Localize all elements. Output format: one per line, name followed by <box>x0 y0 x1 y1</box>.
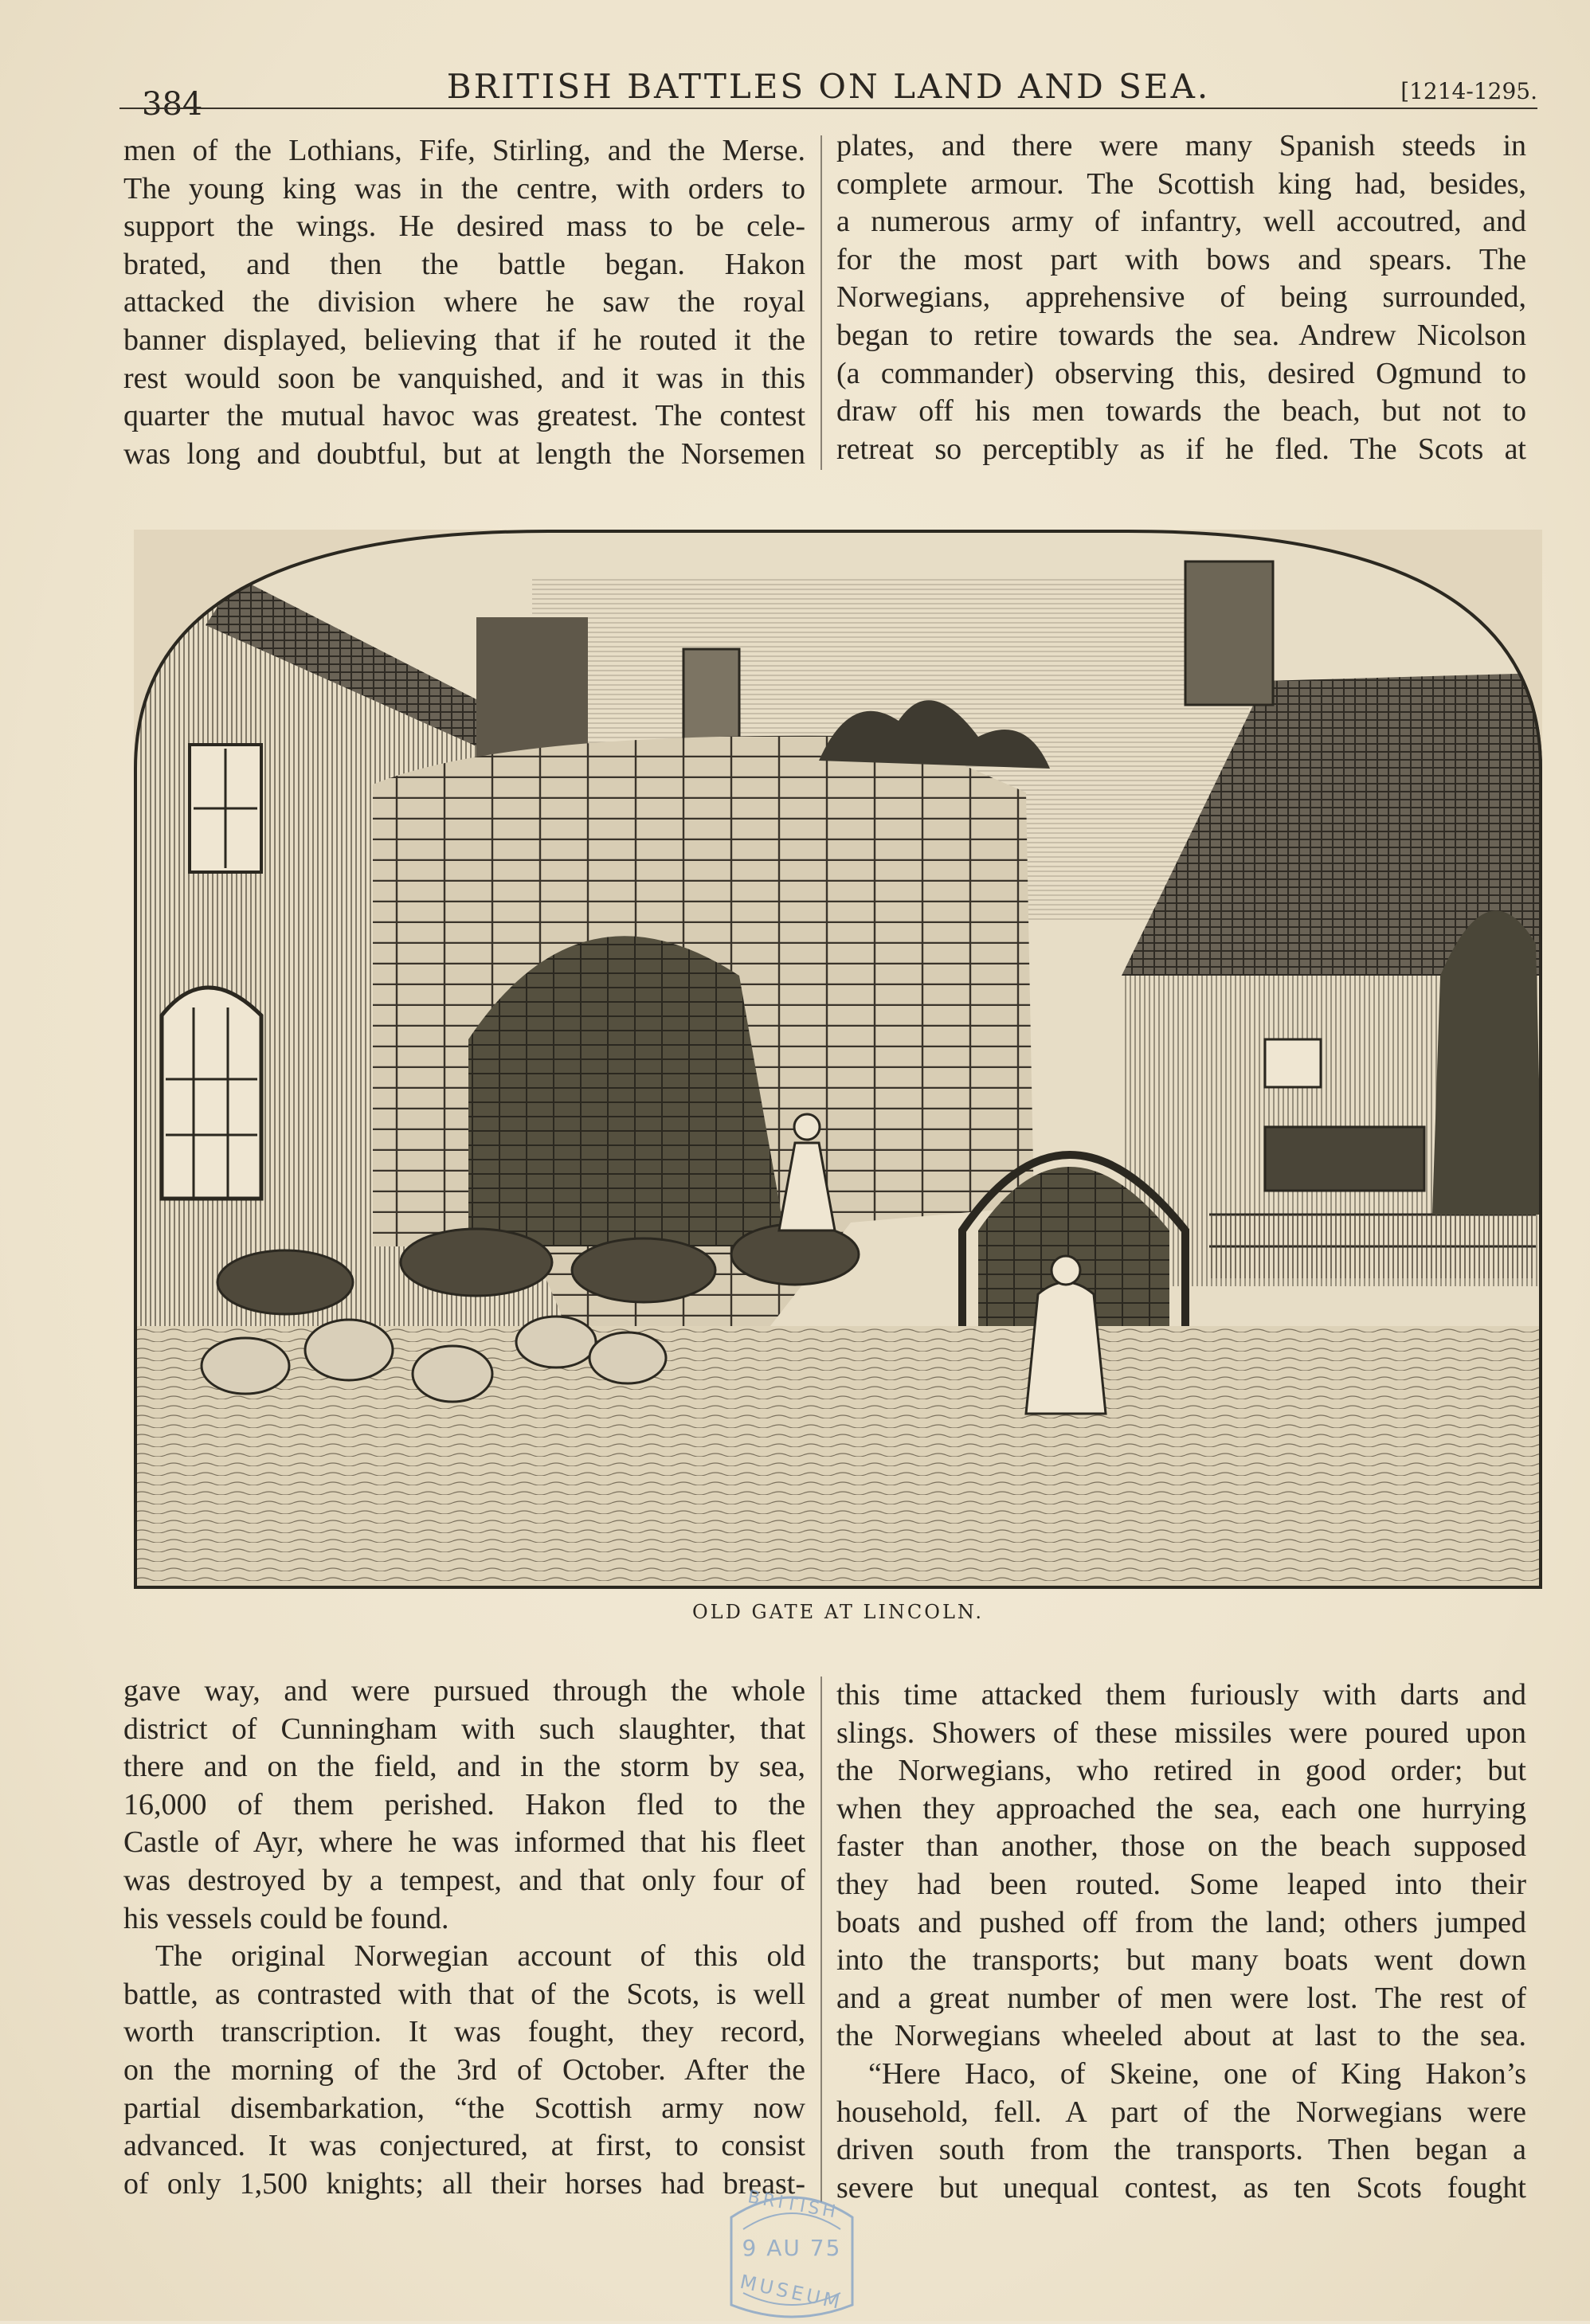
column-divider-top <box>820 135 822 470</box>
top-left-column <box>123 132 805 473</box>
text-line: men of the Lothians, Fife, Stirling, and the Merse. <box>123 134 805 167</box>
text-line: district of Cunningham with such slaughter, that <box>123 1712 805 1746</box>
text-line: on the morning of the 3rd of October. After the <box>123 2052 805 2087</box>
text-line: partial disembarkation, “the Scottish army now <box>123 2091 805 2125</box>
text-line: “Here Haco, of Skeine, one of King Hakon’s <box>868 2056 1526 2091</box>
text-line: driven south from the transports. Then began a <box>836 2133 1526 2167</box>
text-line: of only 1,500 knights; all their horses had breast- <box>123 2166 805 2201</box>
text-line: gave way, and were pursued through the whole <box>123 1674 805 1708</box>
text-line: faster than another, those on the beach supposed <box>836 1829 1526 1864</box>
text-line: banner displayed, believing that if he routed it the <box>123 323 805 357</box>
text-line: 16,000 of them perished. Hakon fled to the <box>123 1787 805 1821</box>
text-line: The original Norwegian account of this old <box>155 1939 805 1974</box>
text-line: Norwegians, apprehensive of being surrounded, <box>836 280 1526 315</box>
illustration-caption: OLD GATE AT LINCOLN. <box>692 1601 984 1623</box>
text-line: household, fell. A part of the Norwegians were <box>836 2095 1526 2129</box>
text-line: into the transports; but many boats went down <box>836 1943 1526 1978</box>
text-line: slings. Showers of these missiles were poured upon <box>836 1716 1526 1750</box>
text-line: his vessels could be found. <box>123 1901 449 1935</box>
text-line: for the most part with bows and spears. The <box>836 242 1526 276</box>
text-line: brated, and then the battle began. Hakon <box>123 247 805 281</box>
text-line: began to retire towards the sea. Andrew Nicolson <box>836 318 1526 352</box>
text-line: was destroyed by a tempest, and that only four of <box>123 1863 805 1897</box>
text-line: complete armour. The Scottish king had, besides, <box>836 166 1526 201</box>
text-line: was long and doubtful, but at length the Norsemen <box>123 436 805 471</box>
text-line: worth transcription. It was fought, they record, <box>123 2015 805 2049</box>
text-line: they had been routed. Some leaped into their <box>836 1867 1526 1901</box>
text-line: draw off his men towards the beach, but not to <box>836 394 1526 428</box>
text-line: quarter the mutual havoc was greatest. The contest <box>123 399 805 433</box>
text-line: there and on the field, and in the storm by sea, <box>123 1750 805 1784</box>
bottom-right-column <box>836 1676 1526 2207</box>
library-stamp <box>707 2185 876 2321</box>
stamp-date: 9 AU 75 <box>742 2235 842 2261</box>
text-line: boats and pushed off from the land; others jumped <box>836 1905 1526 1939</box>
text-line: advanced. It was conjectured, at first, to consist <box>123 2129 805 2163</box>
text-line: support the wings. He desired mass to be cele- <box>123 209 805 244</box>
page-header <box>119 56 1537 123</box>
text-line: severe but unequal contest, as ten Scots fought <box>836 2170 1526 2205</box>
stamp-bottom-text: MUSEUM <box>738 2270 845 2314</box>
text-line: Castle of Ayr, where he was informed that his fleet <box>123 1825 805 1860</box>
text-line: retreat so perceptibly as if he fled. The Scots at <box>836 432 1526 466</box>
text-line: a numerous army of infantry, well accoutred, and <box>836 205 1526 239</box>
text-line: the Norwegians wheeled about at last to the sea. <box>836 2019 1526 2053</box>
header-rule <box>119 108 1537 109</box>
running-title: BRITISH BATTLES ON LAND AND SEA. <box>446 67 1211 106</box>
text-line: battle, as contrasted with that of the Scots, is well <box>123 1977 805 2011</box>
text-line: (a commander) observing this, desired Ogmund to <box>836 356 1526 390</box>
text-line: rest would soon be vanquished, and it was in this <box>123 361 805 395</box>
text-line: when they approached the sea, each one hurrying <box>836 1791 1526 1825</box>
engraving-old-gate-at-lincoln <box>134 530 1542 1589</box>
date-range: [1214-1295. <box>1400 78 1537 104</box>
text-line: the Norwegians, who retired in good order; but <box>836 1754 1526 1788</box>
text-line: this time attacked them furiously with darts and <box>836 1678 1526 1712</box>
text-line: attacked the division where he saw the royal <box>123 285 805 319</box>
bottom-left-column <box>123 1673 805 2203</box>
text-line: plates, and there were many Spanish steeds in <box>836 129 1526 162</box>
page-number: 384 <box>142 86 203 123</box>
stamp-top-text: BRITISH <box>746 2187 840 2223</box>
text-line: The young king was in the centre, with orders to <box>123 171 805 205</box>
text-line: and a great number of men were lost. The rest of <box>836 1981 1526 2015</box>
top-right-column <box>836 127 1526 468</box>
column-divider-bottom <box>820 1676 822 2202</box>
